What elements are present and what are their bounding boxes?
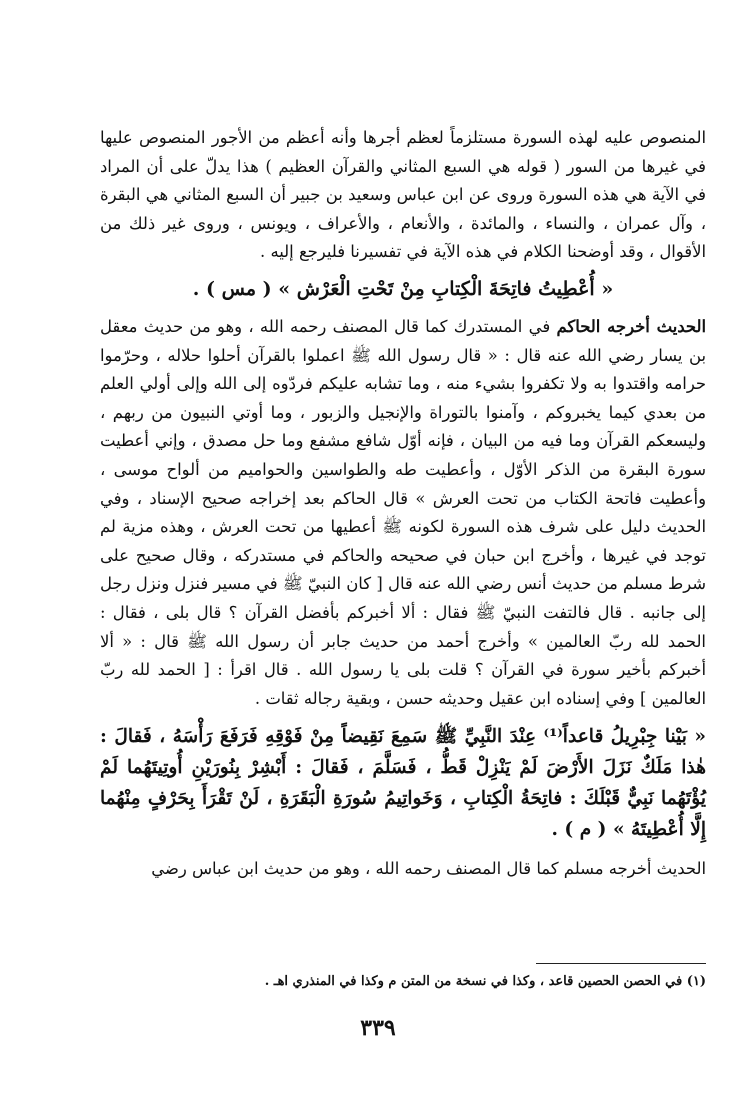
footnote: (١) في الحصن الحصين قاعد ، وكذا في نسخة من المتن م وكذا في المنذري اهـ . — [264, 974, 706, 989]
commentary-paragraph-2 — [100, 313, 706, 713]
commentary-paragraph-3: الحديث أخرجه مسلم كما قال المصنف رحمه الله ، وهو من حديث ابن عباس رضي — [151, 859, 706, 879]
page-body — [100, 124, 706, 884]
commentary-paragraph-1: المنصوص عليه لهذه السورة مستلزماً لعظم أجرها وأنه أعظم من الأجور المنصوص عليها في غيرها من السور ( قوله هي السبع المثاني والقرآن العظيم ) هذا يدلّ على أن المراد في الآية هي هذه السورة وروى عن ابن عباس وسعيد بن جبير أن السبع المثاني هي البقرة ، وآل عمران ، والنساء ، والمائدة ، والأنعام ، والأعراف ، ويونس ، وروى غير ذلك من الأقوال ، وقد أوضحنا الكلام في هذه الآية في تفسيرنا فليرجع إليه . — [100, 128, 706, 262]
hadith-text-2: « بَيْنا جِبْرِيلُ قاعداً⁽¹⁾ عِنْدَ النَّبِيِّ ﷺ سَمِعَ نَقِيضاً مِنْ فَوْقِهِ فَرَفَعَ رَأْسَهُ ، فَقالَ : هٰذا مَلَكٌ نَزَلَ الأَرْضَ لَمْ يَنْزِلْ قَطُّ ، فَسَلَّمَ ، فَقالَ : أَبْشِرْ بِنُورَيْنِ أُوتِيتَهُما لَمْ يُؤْتَهُما نَبِيٌّ قَبْلَكَ : فاتِحَةُ الْكِتابِ ، وَخَواتِيمُ سُورَةِ الْبَقَرَةِ ، لَنْ تَقْرَأَ بِحَرْفٍ مِنْهُما إِلَّا أُعْطِيتَهُ » ( م ) . — [100, 726, 707, 841]
page-number: ٣٣٩ — [360, 1015, 396, 1041]
hadith-text-1: « أُعْطِيتُ فاتِحَةَ الْكِتابِ مِنْ تَحْتِ الْعَرْش » ( مس ) . — [192, 277, 614, 300]
commentary-paragraph-2-lead: الحديث أخرجه الحاكم — [556, 316, 706, 336]
footnote-divider — [536, 963, 706, 964]
commentary-paragraph-2-body: في المستدرك كما قال المصنف رحمه الله ، وهو من حديث معقل بن يسار رضي الله عنه قال : « قال رسول الله ﷺ اعملوا بالقرآن أحلوا حلاله ، وحرّموا حرامه واقتدوا به ولا تكفروا بشيء منه ، وما تشابه عليكم فردّوه إلى الله وإلى أولي العلم من بعدي كيما يخبروكم ، وآمنوا بالتوراة والإنجيل والزبور ، وما أوتي النبيون من ربهم ، وليسعكم القرآن وما فيه من البيان ، فإنه أوّل شافع مشفع وما حل مصدق ، وإني أعطيت سورة البقرة من الذكر الأوّل ، وأعطيت طه والطواسين والحواميم من ألواح موسى ، وأعطيت فاتحة الكتاب من تحت العرش » قال الحاكم بعد إخراجه صحيح الإسناد ، وفي الحديث دليل على شرف هذه السورة لكونه ﷺ أعطيها من تحت العرش ، وهذه مزية لم توجد في غيرها ، وأخرج ابن حبان في صحيحه والحاكم في مستدركه ، وقال صحيح على شرط مسلم من حديث أنس رضي الله عنه قال [ كان النبيّ ﷺ في مسير فنزل ونزل رجل إلى جانبه . قال فالتفت النبيّ ﷺ فقال : ألا أخبركم بأفضل القرآن ؟ قال بلى ، فقال : الحمد لله ربّ العالمين » وأخرج أحمد من حديث جابر أن رسول الله ﷺ قال : « ألا أخبركم بأخير سورة في القرآن ؟ قلت بلى يا رسول الله . قال اقرأ : [ الحمد لله ربّ العالمين ] وفي إسناده ابن عقيل وحديثه حسن ، وبقية رجاله ثقات . — [100, 316, 706, 708]
